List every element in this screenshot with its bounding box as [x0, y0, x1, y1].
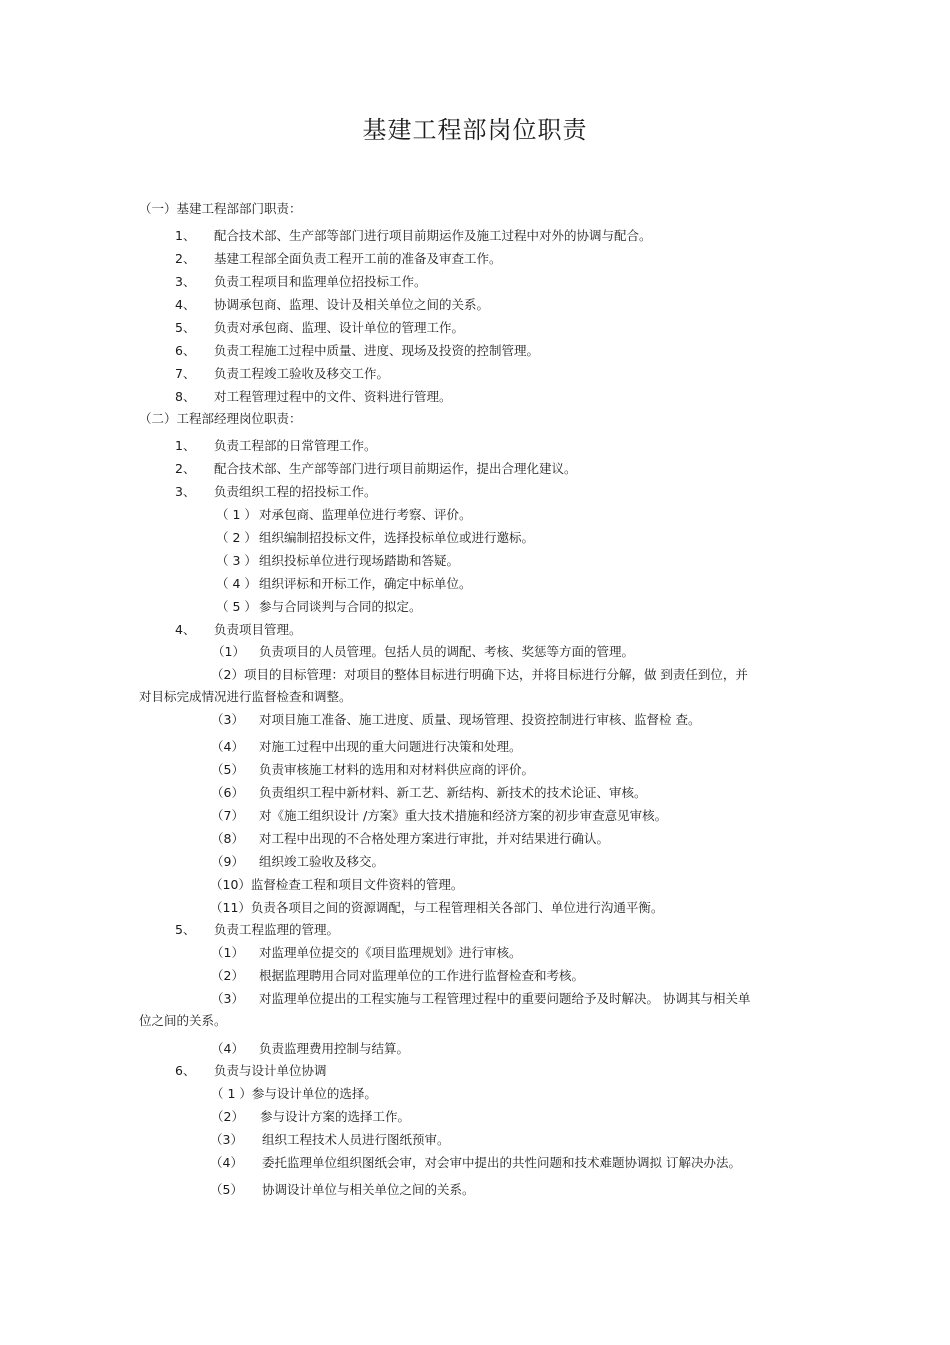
item-number: 1、 [175, 438, 196, 453]
sub-item-text: （2）项目的目标管理：对项目的整体目标进行明确下达，并将目标进行分解，做 到责任到位，并 [211, 667, 748, 682]
sub-item-continuation: 对目标完成情况进行监督检查和调整。 [139, 689, 352, 704]
item-text: 对工程管理过程中的文件、资料进行管理。 [214, 389, 452, 404]
sub-item-text: 对工程中出现的不合格处理方案进行审批，并对结果进行确认。 [259, 831, 610, 846]
sub-item-text: 负责审核施工材料的选用和对材料供应商的评价。 [259, 762, 535, 777]
sub-item-number: （1） [212, 644, 245, 659]
section-heading-1: （一）基建工程部部门职责： [139, 201, 302, 216]
item-text: 负责工程施工过程中质量、进度、现场及投资的控制管理。 [214, 343, 540, 358]
sub-item-text: 对施工过程中出现的重大问题进行决策和处理。 [259, 739, 522, 754]
item-text: 负责工程部的日常管理工作。 [214, 438, 377, 453]
sub-item-number: （4） [210, 1155, 243, 1170]
sub-item-number: （8） [211, 831, 244, 846]
item-text: 负责工程监理的管理。 [214, 922, 340, 937]
item-text: 负责组织工程的招投标工作。 [214, 484, 377, 499]
item-number: 1、 [175, 228, 196, 243]
sub-item-number: （4） [211, 739, 244, 754]
sub-item-text: 组织编制招投标文件，选择投标单位或进行邀标。 [259, 530, 535, 545]
sub-item-text: 负责项目的人员管理。包括人员的调配、考核、奖惩等方面的管理。 [259, 644, 635, 659]
section-heading-2: （二）工程部经理岗位职责： [139, 411, 302, 426]
sub-item-text: 参与合同谈判与合同的拟定。 [259, 599, 422, 614]
sub-item-text: （10）监督检查工程和项目文件资料的管理。 [210, 877, 464, 892]
item-number: 8、 [175, 389, 196, 404]
sub-item-text: 委托监理单位组织图纸会审，对会审中提出的共性问题和技术难题协调拟 订解决办法。 [262, 1155, 741, 1170]
sub-item-number: （6） [211, 785, 244, 800]
sub-item-text: 组织投标单位进行现场踏勘和答疑。 [259, 553, 460, 568]
sub-item-number: （3） [210, 1132, 243, 1147]
item-text: 配合技术部、生产部等部门进行项目前期运作，提出合理化建议。 [214, 461, 577, 476]
sub-item-text: 协调设计单位与相关单位之间的关系。 [262, 1182, 475, 1197]
sub-item-text: （ 1 ）参与设计单位的选择。 [211, 1086, 377, 1101]
sub-item-number: （ 3 ） [216, 553, 257, 568]
item-number: 2、 [175, 251, 196, 266]
sub-item-number: （ 1 ） [216, 507, 257, 522]
item-number: 3、 [175, 274, 196, 289]
sub-item-number: （5） [211, 762, 244, 777]
sub-item-text: 对承包商、监理单位进行考察、评价。 [259, 507, 472, 522]
sub-item-number: （4） [211, 1041, 244, 1056]
item-text: 负责项目管理。 [214, 622, 302, 637]
sub-item-number: （ 5 ） [216, 599, 257, 614]
sub-item-text: 参与设计方案的选择工作。 [260, 1109, 411, 1124]
sub-item-number: （2） [211, 968, 244, 983]
sub-item-number: （3） [211, 712, 244, 727]
sub-item-number: （ 4 ） [216, 576, 257, 591]
sub-item-text: 负责组织工程中新材料、新工艺、新结构、新技术的技术论证、审核。 [259, 785, 647, 800]
sub-item-text: 对《施工组织设计 /方案》重大技术措施和经济方案的初步审查意见审核。 [259, 808, 668, 823]
sub-item-number: （2） [211, 1109, 244, 1124]
item-text: 协调承包商、监理、设计及相关单位之间的关系。 [214, 297, 490, 312]
item-text: 负责对承包商、监理、设计单位的管理工作。 [214, 320, 465, 335]
sub-item-number: （7） [211, 808, 244, 823]
item-number: 6、 [175, 343, 196, 358]
item-text: 负责工程竣工验收及移交工作。 [214, 366, 390, 381]
sub-item-text: 组织工程技术人员进行图纸预审。 [262, 1132, 450, 1147]
sub-item-text: 对监理单位提交的《项目监理规划》进行审核。 [259, 945, 522, 960]
sub-item-text: 组织评标和开标工作，确定中标单位。 [259, 576, 472, 591]
item-number: 7、 [175, 366, 196, 381]
item-number: 5、 [175, 320, 196, 335]
sub-item-text: 根据监理聘用合同对监理单位的工作进行监督检查和考核。 [259, 968, 585, 983]
sub-item-number: （1） [211, 945, 244, 960]
sub-item-text: 负责监理费用控制与结算。 [259, 1041, 410, 1056]
item-number: 5、 [175, 922, 196, 937]
sub-item-number: （ 2 ） [216, 530, 257, 545]
item-text: 负责工程项目和监理单位招投标工作。 [214, 274, 427, 289]
item-number: 3、 [175, 484, 196, 499]
document-title: 基建工程部岗位职责 [362, 116, 588, 144]
item-number: 4、 [175, 622, 196, 637]
item-text: 配合技术部、生产部等部门进行项目前期运作及施工过程中对外的协调与配合。 [214, 228, 652, 243]
sub-item-text: 组织竣工验收及移交。 [259, 854, 385, 869]
item-number: 6、 [175, 1063, 196, 1078]
sub-item-number: （3） [211, 991, 244, 1006]
sub-item-continuation: 位之间的关系。 [139, 1013, 227, 1028]
sub-item-number: （9） [211, 854, 244, 869]
item-text: 负责与设计单位协调 [214, 1063, 327, 1078]
sub-item-text: 对监理单位提出的工程实施与工程管理过程中的重要问题给予及时解决。 协调其与相关单 [259, 991, 751, 1006]
item-number: 4、 [175, 297, 196, 312]
item-number: 2、 [175, 461, 196, 476]
sub-item-text: 对项目施工准备、施工进度、质量、现场管理、投资控制进行审核、监督检 查。 [259, 712, 701, 727]
sub-item-text: （11）负责各项目之间的资源调配，与工程管理相关各部门、单位进行沟通平衡。 [210, 900, 664, 915]
item-text: 基建工程部全面负责工程开工前的准备及审查工作。 [214, 251, 502, 266]
sub-item-number: （5） [210, 1182, 243, 1197]
